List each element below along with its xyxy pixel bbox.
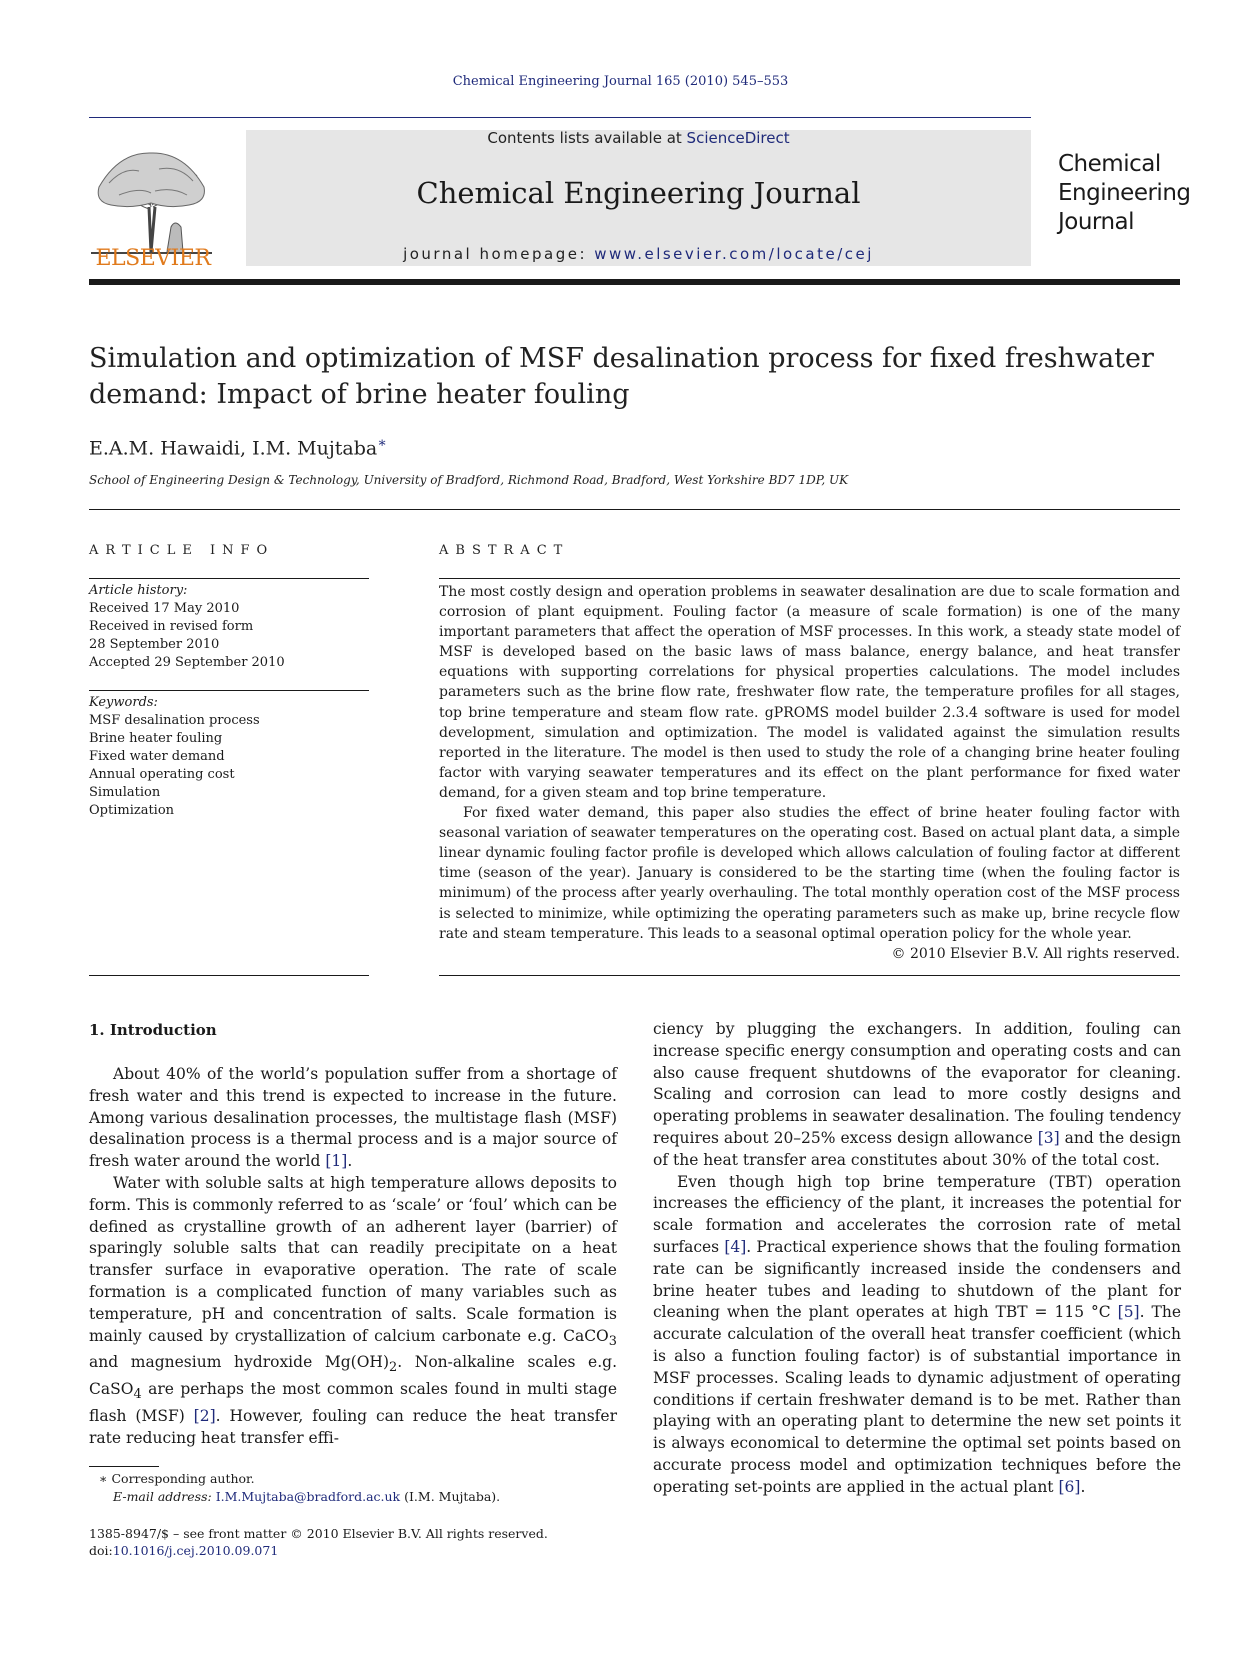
section-heading: 1. Introduction [89,1021,217,1039]
body-paragraph: ciency by plugging the exchangers. In addition, fouling can increase specific energy consumption and operating costs and can also cause frequent shutdowns of the evaporator for cleaning. Scaling and corrosion can lead to more costly designs and operating problems in seawater desalination. The fouling tendency requires about 20–25% excess design allowance [3] and the design of the heat transfer area constitutes about 30% of the total cost. [653,1020,1181,1169]
reference-link[interactable]: [2] [193,1407,216,1426]
body-paragraph: About 40% of the world’s population suffer from a shortage of fresh water and this trend is expected to increase in the future. Among various desalination processes, the multistage flash (MSF) desalination process is a thermal process and is a major source of fresh water around the world [1]. [89,1065,617,1171]
sciencedirect-link[interactable]: ScienceDirect [686,129,790,147]
article-title: Simulation and optimization of MSF desalination process for fixed freshwater demand: Impact of brine heater fouling [89,343,1154,410]
keywords-list: Keywords: MSF desalination process Brine heater fouling Fixed water demand Annual operating cost Simulation Optimization [89,694,369,820]
keyword: Annual operating cost [89,767,235,782]
body-column-left [89,1064,617,1450]
history-received: Received 17 May 2010 [89,601,240,616]
footnote: ∗ Corresponding author. E-mail address: I.M.Mujtaba@bradford.ac.uk (I.M. Mujtaba). [99,1471,501,1504]
abstract-heading: ABSTRACT [439,543,570,558]
keyword: Brine heater fouling [89,731,223,746]
body-paragraph: Water with soluble salts at high temperature allows deposits to form. This is commonly referred to as ‘scale’ or ‘foul’ which can be defined as crystalline growth of an adherent layer (barrier) of sparingly soluble salts that can readily precipitate on a heat transfer surface in evaporative operation. The rate of scale formation is a complicated function of many variables such as temperature, pH and concentration of salts. Scale formation is mainly caused by crystallization of calcium carbonate e.g. CaCO$_3$ and magnesium hydroxide $Mg(OH)_2$. Non-alkaline scales e.g. CaSO$_4$ are perhaps the most common scales found in multi stage flash (MSF) [2]. However, fouling can reduce the heat transfer rate reducing heat transfer effi- [89,1173,618,1448]
reference-link[interactable]: [4] [724,1237,747,1256]
header-thick-rule [89,279,1180,285]
keywords-rule [89,690,369,691]
article-info-rule [89,578,369,579]
history-revised-date: 28 September 2010 [89,637,220,652]
reference-link[interactable]: [3] [1037,1128,1060,1147]
abstract-paragraph: The most costly design and operation problems in seawater desalination are due to scale formation and corrosion of plant equipment. Fouling factor (a measure of scale formation) is one of the many important parameters that affect the operation of MSF processes. In this work, a steady state model of MSF is developed based on the basic laws of mass balance, energy balance, and heat transfer equations with supporting correlations for physical properties calculations. The model includes parameters such as the brine flow rate, freshwater flow rate, the temperature profiles for all stages, top brine temperature and steam flow rate. gPROMS model builder 2.3.4 software is used for model development, simulation and optimization. The model is validated against the simulation results reported in the literature. The model is then used to study the role of a changing brine heater fouling factor with varying seawater temperatures and its effect on the plant performance for fixed water demand, for a given steam and top brine temperature. [439,584,1180,801]
header-rule [89,117,1031,118]
history-accepted: Accepted 29 September 2010 [89,655,285,670]
body-paragraph: Even though high top brine temperature (TBT) operation increases the efficiency of the plant, it increases the potential for scale formation and accelerates the corrosion rate of metal surfaces [4]. Practical experience shows that the fouling formation rate can be significantly increased inside the condensers and brine heater tubes and leading to shutdown of the plant for cleaning when the plant operates at high TBT = 115 °C [5]. The accurate calculation of the overall heat transfer coefficient (which is also a function fouling factor) is of substantial importance in MSF processes. Scaling leads to dynamic adjustment of operating conditions if certain freshwater demand is to be met. Rather than playing with an operating plant to determine the new set points it is always economical to determine the optimal set points based on accurate process model and optimization techniques before the operating set-points are applied in the actual plant [6]. [653,1172,1181,1496]
reference-link[interactable]: [5] [1117,1303,1140,1322]
author-affiliation: School of Engineering Design & Technology, University of Bradford, Richmond Road, Bradford, West Yorkshire BD7 1DP, UK [89,473,849,487]
issn-line: 1385-8947/$ – see front matter © 2010 Elsevier B.V. All rights reserved. [89,1526,548,1541]
footnote-rule [89,1466,159,1467]
journal-homepage-link[interactable]: www.elsevier.com/locate/cej [594,245,874,263]
abstract-body [439,582,1180,964]
abstract-paragraph: For fixed water demand, this paper also studies the effect of brine heater fouling factor with seasonal variation of seawater temperatures on the operating cost. Based on actual plant data, a simple linear dynamic fouling factor profile is developed which allows calculation of fouling factor at different time (season of the year). January is considered to be the starting time (when the fouling factor is minimum) of the process after yearly overhauling. The total monthly operation cost of the MSF process is selected to minimize, while optimizing the operating parameters such as make up, brine recycle flow rate and steam temperature. This leads to a seasonal optimal operation policy for the whole year. [439,805,1180,942]
author-list: E.A.M. Hawaidi, I.M. Mujtaba∗ [89,435,387,460]
keyword: MSF desalination process [89,713,260,728]
keyword: Fixed water demand [89,749,225,764]
journal-homepage-line: journal homepage: www.elsevier.com/locate/cej [403,245,874,263]
history-revised: Received in revised form [89,619,254,634]
body-column-right [653,1019,1181,1499]
article-history: Article history: Received 17 May 2010 Received in revised form 28 September 2010 Accepted 29 September 2010 [89,582,369,672]
reference-link[interactable]: [1] [325,1152,348,1171]
contents-available-line: Contents lists available at ScienceDirect [487,129,790,147]
journal-cover-title: Chemical Engineering Journal [1058,151,1191,235]
abstract-rule [439,578,1180,579]
elsevier-wordmark: ELSEVIER [95,246,211,271]
corresponding-author-mark[interactable]: ∗ [377,435,387,451]
journal-title: Chemical Engineering Journal [416,176,861,210]
journal-citation[interactable]: Chemical Engineering Journal 165 (2010) 545–553 [452,74,789,89]
issn-doi-block: 1385-8947/$ – see front matter © 2010 Elsevier B.V. All rights reserved. doi:10.1016/j.cej.2010.09.071 [89,1525,689,1559]
copyright-notice: © 2010 Elsevier B.V. All rights reserved. [891,945,1180,962]
author-email-link[interactable]: I.M.Mujtaba@bradford.ac.uk [215,1489,401,1504]
article-info-heading: ARTICLE INFO [89,543,275,558]
abstract-bottom-rule [439,975,1180,976]
title-rule [89,509,1180,510]
doi-link[interactable]: 10.1016/j.cej.2010.09.071 [112,1543,279,1558]
reference-link[interactable]: [6] [1058,1477,1081,1496]
keyword: Simulation [89,785,161,800]
article-info-bottom-rule [89,975,369,976]
keyword: Optimization [89,803,175,818]
